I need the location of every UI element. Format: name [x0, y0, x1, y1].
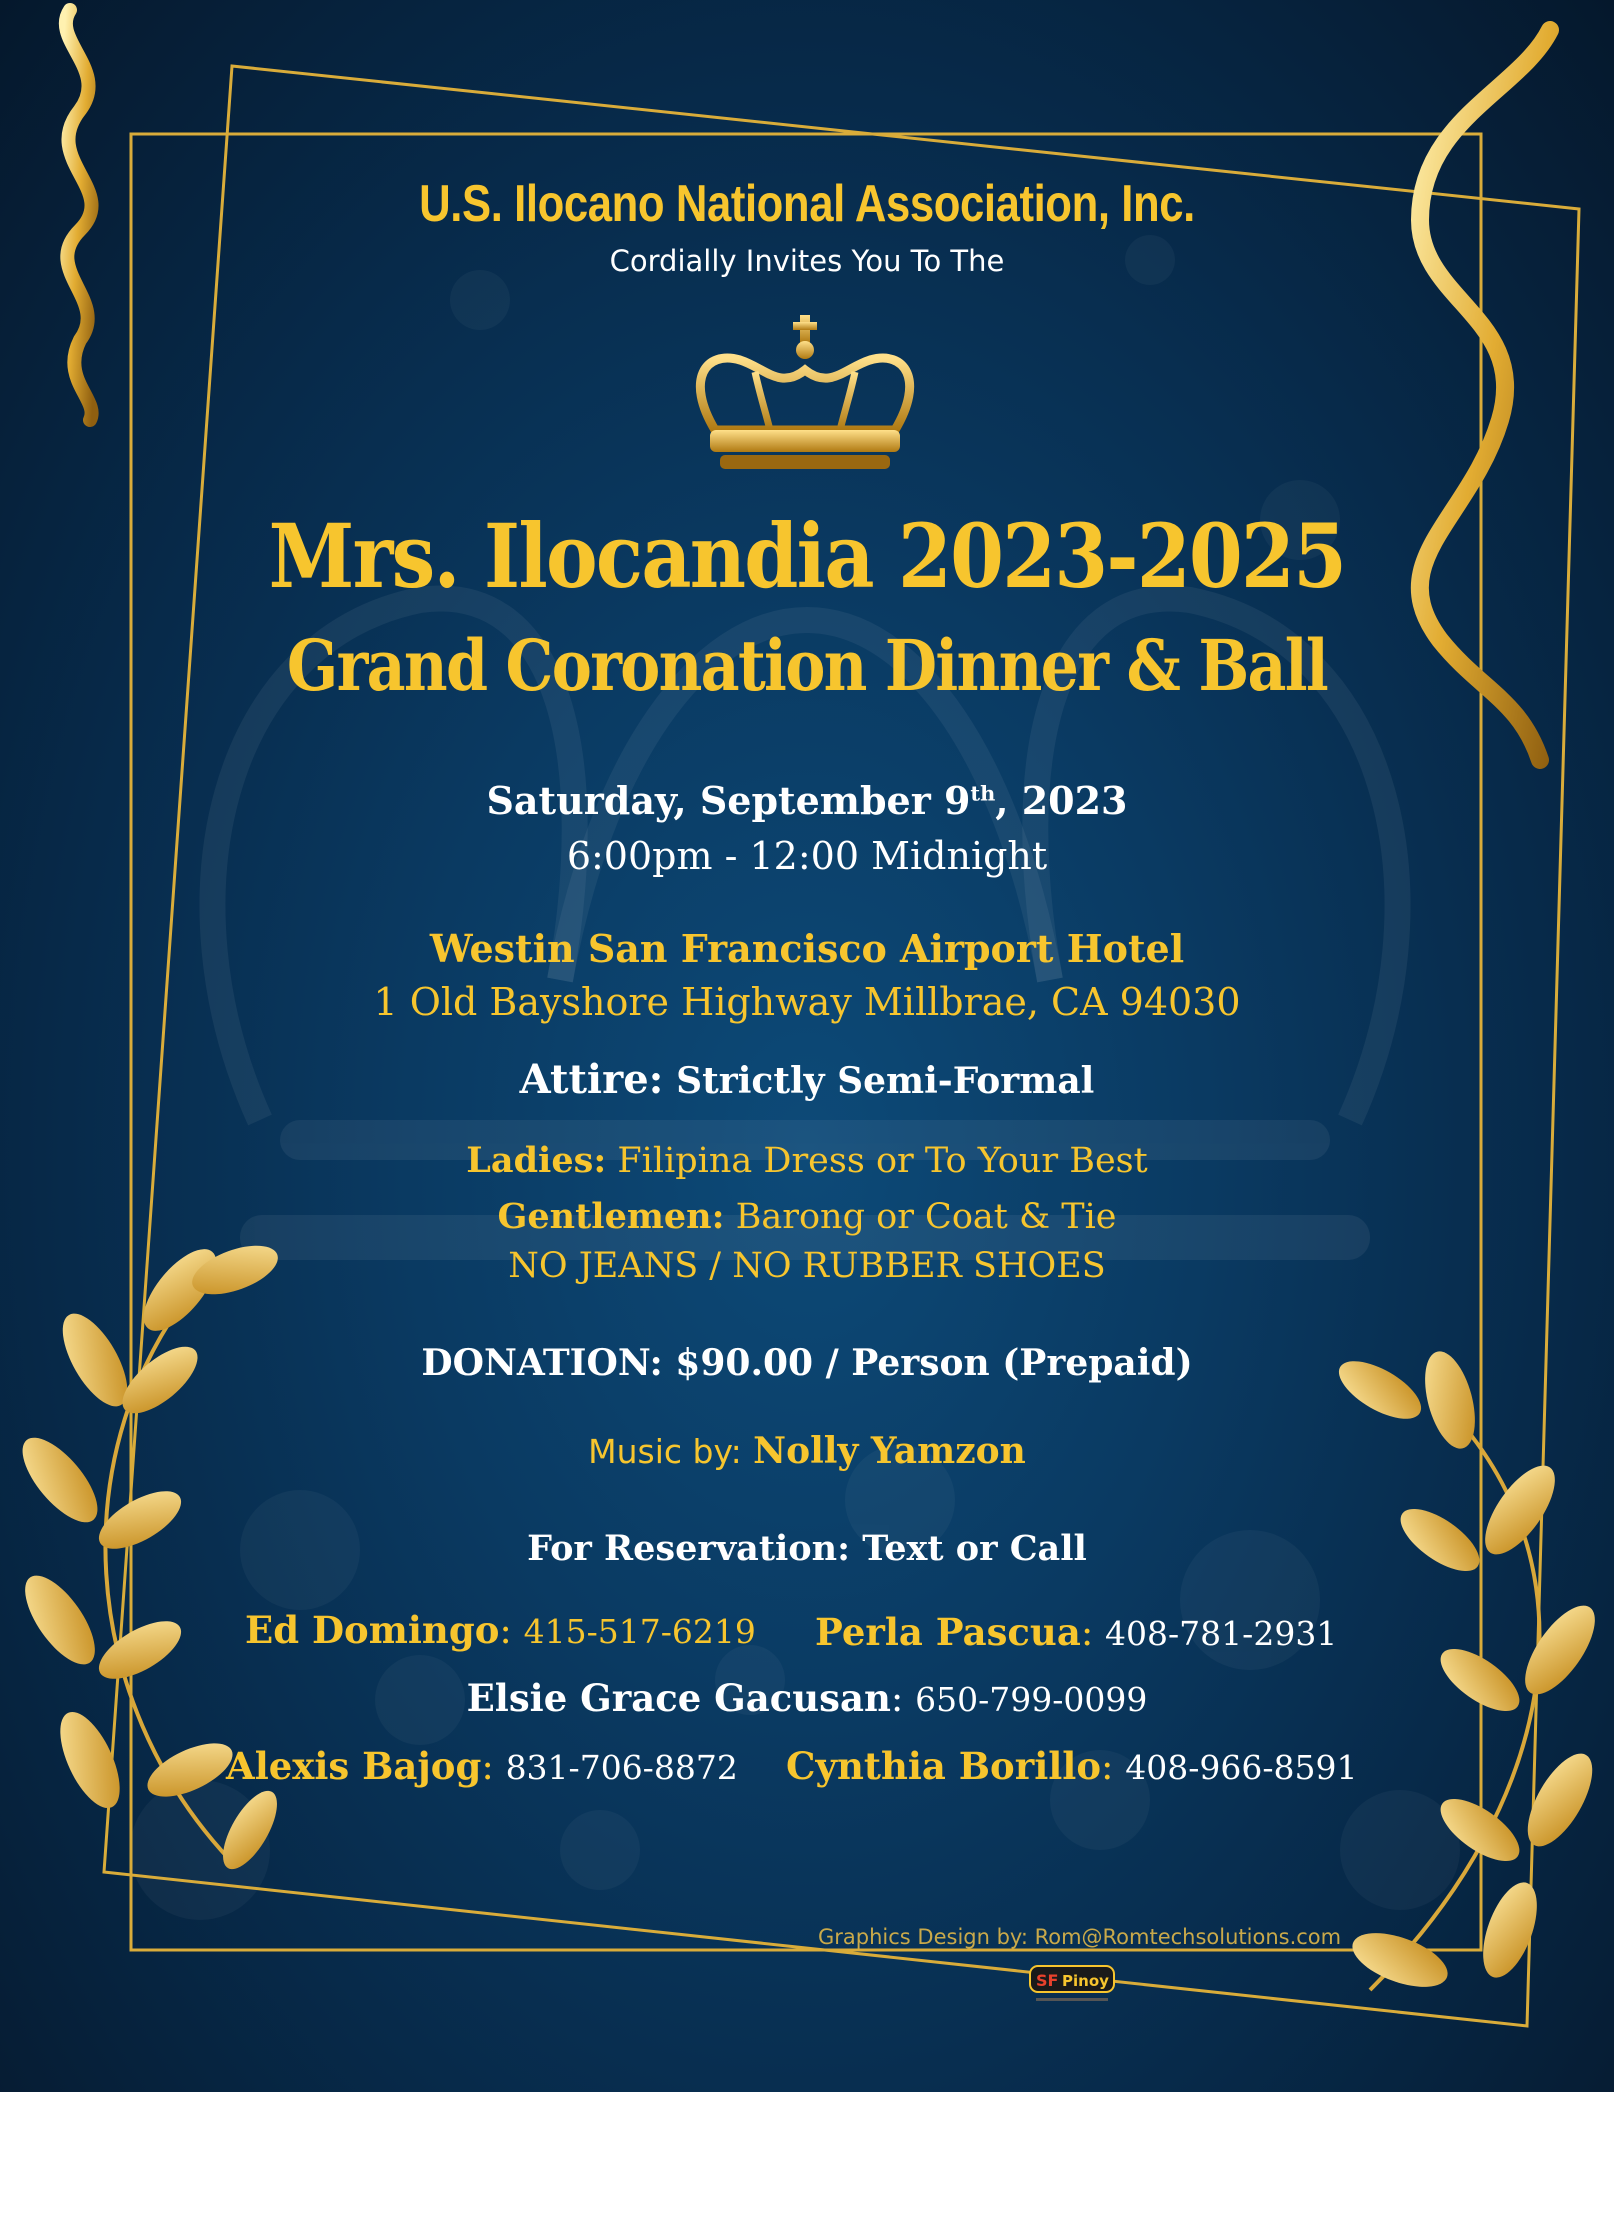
event-subtitle: Grand Coronation Dinner & Ball: [286, 624, 1328, 707]
crown-icon: [685, 310, 925, 485]
donation-line: DONATION: $90.00 / Person (Prepaid): [421, 1342, 1193, 1384]
contact-perla-pascua: Perla Pascua: 408-781-2931: [815, 1610, 1338, 1654]
event-time: 6:00pm - 12:00 Midnight: [566, 834, 1048, 878]
venue-address: 1 Old Bayshore Highway Millbrae, CA 94030: [373, 980, 1241, 1024]
svg-text:Pinoy: Pinoy: [1062, 1972, 1109, 1990]
event-date: Saturday, September 9th, 2023: [486, 778, 1128, 823]
contact-elsie-grace-gacusan: Elsie Grace Gacusan: 650-799-0099: [466, 1676, 1148, 1720]
attire-restriction: NO JEANS / NO RUBBER SHOES: [508, 1246, 1106, 1286]
contact-cynthia-borillo: Cynthia Borillo: 408-966-8591: [786, 1744, 1358, 1788]
gentlemen-line: Gentlemen: Barong or Coat & Tie: [497, 1196, 1117, 1237]
design-credit: Graphics Design by: Rom@Romtechsolutions.com: [818, 1925, 1342, 1949]
venue-name: Westin San Francisco Airport Hotel: [429, 926, 1185, 971]
music-line: Music by: Nolly Yamzon: [588, 1430, 1026, 1472]
contact-ed-domingo: Ed Domingo: 415-517-6219: [245, 1608, 756, 1652]
event-title: Mrs. Ilocandia 2023-2025: [268, 504, 1346, 608]
contact-alexis-bajog: Alexis Bajog: 831-706-8872: [226, 1744, 738, 1788]
svg-text:SF: SF: [1036, 1971, 1059, 1990]
attire-line: Attire: Strictly Semi-Formal: [519, 1056, 1095, 1103]
organization-name: U.S. Ilocano National Association, Inc.: [419, 175, 1195, 233]
invite-line: Cordially Invites You To The: [609, 244, 1005, 278]
sf-pinoy-logo: [1022, 1960, 1122, 2010]
ladies-line: Ladies: Filipina Dress or To Your Best: [466, 1140, 1148, 1181]
reservation-heading: For Reservation: Text or Call: [527, 1528, 1087, 1569]
